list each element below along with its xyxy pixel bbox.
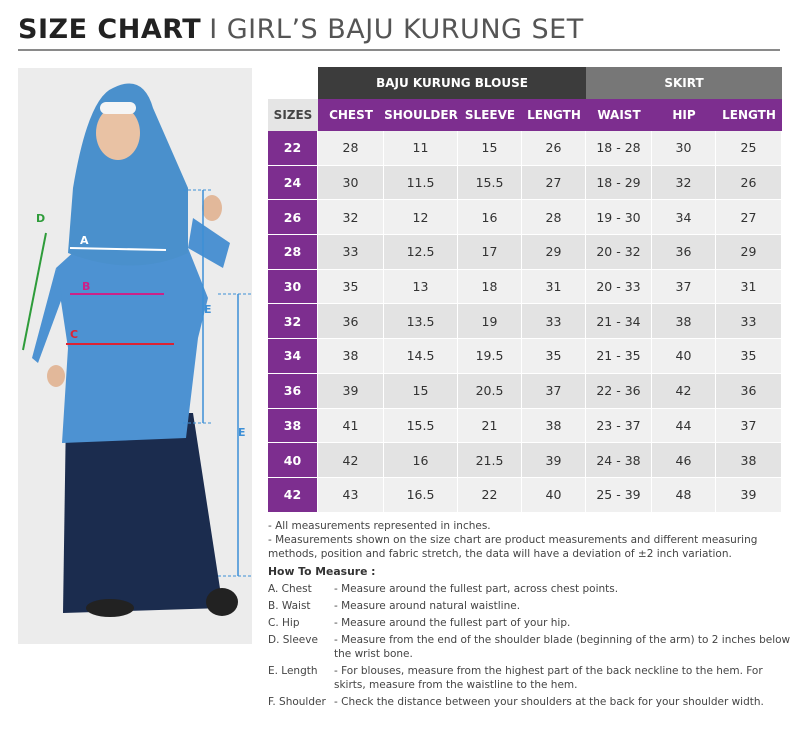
table-cell: 42 — [318, 443, 384, 477]
table-cell: 23 - 37 — [586, 409, 652, 443]
table-cell: 33 — [318, 235, 384, 269]
table-cell: 37 — [522, 374, 586, 408]
model-photo — [18, 68, 252, 644]
size-cell: 38 — [268, 409, 318, 443]
table-cell: 31 — [522, 270, 586, 304]
table-row — [268, 200, 782, 235]
size-cell: 26 — [268, 200, 318, 234]
title-main: SIZE CHART — [18, 14, 202, 45]
table-cell: 14.5 — [384, 339, 458, 373]
table-cell: 26 — [522, 131, 586, 165]
size-cell: 30 — [268, 270, 318, 304]
left-hand — [47, 365, 65, 387]
size-cell: 42 — [268, 478, 318, 512]
table-cell: 40 — [652, 339, 716, 373]
table-cell: 30 — [318, 166, 384, 200]
label-a: A — [80, 234, 89, 247]
measure-description: - Measure around natural waistline. — [334, 600, 521, 612]
right-sleeve — [188, 218, 230, 268]
table-cell: 21 - 35 — [586, 339, 652, 373]
table-cell: 38 — [716, 443, 782, 477]
right-hand — [202, 195, 222, 221]
table-cell: 24 - 38 — [586, 443, 652, 477]
table-cell: 34 — [652, 200, 716, 234]
measure-label: B. Waist — [268, 600, 311, 612]
table-cell: 21.5 — [458, 443, 522, 477]
table-cell: 27 — [522, 166, 586, 200]
table-row — [268, 443, 782, 478]
table-cell: 29 — [716, 235, 782, 269]
table-cell: 12.5 — [384, 235, 458, 269]
note-inches: - All measurements represented in inches. — [268, 520, 491, 532]
table-cell: 15.5 — [384, 409, 458, 443]
table-cell: 38 — [522, 409, 586, 443]
table-cell: 43 — [318, 478, 384, 512]
measure-description: - Measure from the end of the shoulder blade (beginning of the arm) to 2 inches below the wrist bone. — [334, 634, 791, 660]
table-row — [268, 270, 782, 305]
right-shoe — [206, 588, 238, 616]
table-cell: 21 - 34 — [586, 304, 652, 338]
measure-item — [268, 616, 793, 630]
label-c: C — [70, 328, 79, 341]
skirt-shape — [63, 413, 223, 613]
table-cell: 31 — [716, 270, 782, 304]
size-cell: 36 — [268, 374, 318, 408]
table-cell: 16 — [458, 200, 522, 234]
label-b: B — [82, 280, 91, 293]
table-cell: 19 - 30 — [586, 200, 652, 234]
measurement-illustration — [18, 68, 252, 644]
table-cell: 36 — [652, 235, 716, 269]
measure-description: - Measure around the fullest part, across chest points. — [334, 583, 619, 595]
measure-label: A. Chest — [268, 583, 312, 595]
blouse-group-header: BAJU KURUNG BLOUSE — [318, 67, 586, 99]
measure-item — [268, 599, 793, 613]
left-shoe — [86, 599, 134, 617]
table-cell: 20 - 33 — [586, 270, 652, 304]
table-row — [268, 339, 782, 374]
table-cell: 32 — [652, 166, 716, 200]
measure-item — [268, 695, 793, 709]
skirt-group-header: SKIRT — [586, 67, 782, 99]
table-cell: 48 — [652, 478, 716, 512]
blouse-shape — [56, 248, 208, 443]
measure-item — [268, 664, 793, 692]
measure-item — [268, 633, 793, 661]
table-cell: 28 — [318, 131, 384, 165]
size-cell: 34 — [268, 339, 318, 373]
table-cell: 15 — [384, 374, 458, 408]
table-cell: 18 - 28 — [586, 131, 652, 165]
table-cell: 38 — [318, 339, 384, 373]
measure-description: - Check the distance between your shoulders at the back for your shoulder width. — [334, 696, 764, 708]
table-body — [268, 131, 782, 513]
inner-cap — [100, 102, 136, 114]
measure-description: - For blouses, measure from the highest part of the back neckline to the hem. For skirts, measure from the waistline to the hem. — [334, 665, 763, 691]
table-cell: 22 — [458, 478, 522, 512]
table-cell: 28 — [522, 200, 586, 234]
label-d: D — [36, 212, 46, 225]
size-cell: 32 — [268, 304, 318, 338]
measure-label: F. Shoulder — [268, 696, 326, 708]
label-e-blouse: E — [204, 303, 212, 316]
table-cell: 13.5 — [384, 304, 458, 338]
column-headers — [268, 99, 782, 131]
table-cell: 35 — [522, 339, 586, 373]
table-cell: 11 — [384, 131, 458, 165]
table-cell: 36 — [318, 304, 384, 338]
col-hip: HIP — [652, 99, 716, 131]
table-cell: 33 — [716, 304, 782, 338]
table-cell: 25 — [716, 131, 782, 165]
note-deviation: - Measurements shown on the size chart are product measurements and different measuring methods, position and fabric stretch, the data will have a deviation of ±2 inch variation. — [268, 534, 758, 560]
table-cell: 26 — [716, 166, 782, 200]
table-cell: 30 — [652, 131, 716, 165]
table-cell: 17 — [458, 235, 522, 269]
table-cell: 25 - 39 — [586, 478, 652, 512]
table-cell: 38 — [652, 304, 716, 338]
table-cell: 36 — [716, 374, 782, 408]
title-divider — [18, 49, 780, 51]
table-cell: 12 — [384, 200, 458, 234]
table-cell: 27 — [716, 200, 782, 234]
table-cell: 35 — [716, 339, 782, 373]
table-row — [268, 131, 782, 166]
size-cell: 22 — [268, 131, 318, 165]
table-row — [268, 235, 782, 270]
table-row — [268, 166, 782, 201]
col-skirt-length: LENGTH — [716, 99, 782, 131]
table-row — [268, 304, 782, 339]
measure-item — [268, 582, 793, 596]
table-cell: 41 — [318, 409, 384, 443]
measure-label: C. Hip — [268, 617, 300, 629]
table-cell: 39 — [716, 478, 782, 512]
table-cell: 44 — [652, 409, 716, 443]
face — [96, 106, 140, 160]
table-cell: 46 — [652, 443, 716, 477]
title-sub: I GIRL’S BAJU KURUNG SET — [209, 14, 584, 45]
table-cell: 32 — [318, 200, 384, 234]
table-cell: 39 — [522, 443, 586, 477]
col-chest: CHEST — [318, 99, 384, 131]
table-cell: 18 - 29 — [586, 166, 652, 200]
col-sizes: SIZES — [268, 99, 318, 131]
measure-list — [268, 582, 793, 709]
table-cell: 15 — [458, 131, 522, 165]
col-shoulder: SHOULDER — [384, 99, 458, 131]
measure-description: - Measure around the fullest part of your hip. — [334, 617, 571, 629]
page-title — [18, 14, 584, 45]
table-cell: 16 — [384, 443, 458, 477]
table-cell: 19.5 — [458, 339, 522, 373]
table-cell: 42 — [652, 374, 716, 408]
table-cell: 20.5 — [458, 374, 522, 408]
table-row — [268, 374, 782, 409]
table-cell: 20 - 32 — [586, 235, 652, 269]
col-waist: WAIST — [586, 99, 652, 131]
table-cell: 33 — [522, 304, 586, 338]
measure-label: E. Length — [268, 665, 318, 677]
table-cell: 40 — [522, 478, 586, 512]
table-cell: 11.5 — [384, 166, 458, 200]
label-e-skirt: E — [238, 426, 246, 439]
table-cell: 22 - 36 — [586, 374, 652, 408]
measure-label: D. Sleeve — [268, 634, 318, 646]
table-cell: 39 — [318, 374, 384, 408]
table-cell: 13 — [384, 270, 458, 304]
table-row — [268, 409, 782, 444]
table-row — [268, 478, 782, 513]
table-cell: 37 — [652, 270, 716, 304]
col-sleeve: SLEEVE — [458, 99, 522, 131]
table-cell: 16.5 — [384, 478, 458, 512]
size-cell: 40 — [268, 443, 318, 477]
table-cell: 35 — [318, 270, 384, 304]
table-cell: 29 — [522, 235, 586, 269]
table-cell: 21 — [458, 409, 522, 443]
col-blouse-length: LENGTH — [522, 99, 586, 131]
table-cell: 18 — [458, 270, 522, 304]
size-cell: 24 — [268, 166, 318, 200]
notes-section — [268, 519, 793, 709]
size-cell: 28 — [268, 235, 318, 269]
table-cell: 19 — [458, 304, 522, 338]
table-cell: 37 — [716, 409, 782, 443]
table-cell: 15.5 — [458, 166, 522, 200]
how-to-measure-heading: How To Measure : — [268, 565, 376, 578]
